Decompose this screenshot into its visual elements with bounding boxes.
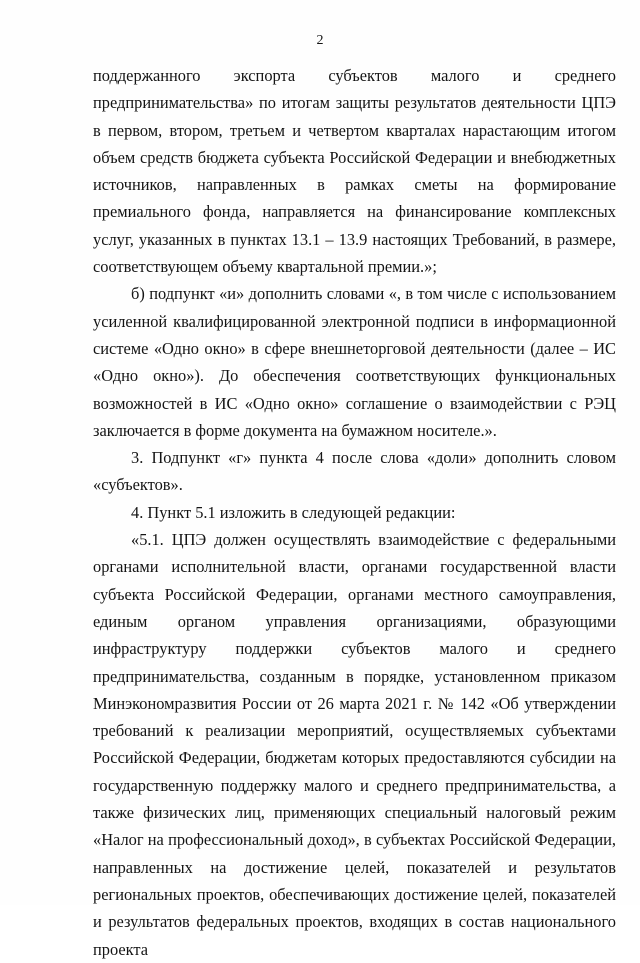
page-number: 2 [316,33,324,48]
paragraph-item-4: 4. Пункт 5.1 изложить в следующей редакции: [131,502,456,522]
paragraph-subpoint-b: б) подпункт «и» дополнить словами «, в том числе с использованием усиленной квалифицированной электронной подписи в информационной системе «Одно окно» в сфере внешнеторговой деятельности (далее – ИС «Одно окно»). До обеспечения соответствующих функциональных возможностей в ИС «Одно окно» соглашение о взаимодействии с РЭЦ заключается в форме документа на бумажном носителе.». [93,284,616,440]
paragraph-item-3: 3. Подпункт «г» пункта 4 после слова «доли» дополнить словом «субъектов». [93,448,616,495]
paragraph-continuation: поддержанного экспорта субъектов малого и среднего предпринимательства» по итогам защиты результатов деятельности ЦПЭ в первом, втором, третьем и четвертом кварталах нарастающим итогом объем средств бюджета субъекта Российской Федерации и внебюджетных источников, направленных в рамках сметы на формирование премиального фонда, направляется на финансирование комплексных услуг, указанных в пунктах 13.1 – 13.9 настоящих Требований, в размере, соответствующем объему квартальной премии.»; [93,66,616,277]
paragraph-clause-5-1: «5.1. ЦПЭ должен осуществлять взаимодействие с федеральными органами исполнительной власти, органами государственной власти субъекта Российской Федерации, органами местного самоуправления, единым органом управления организациями, образующими инфраструктуру поддержки субъектов малого и среднего предпринимательства, созданным в порядке, установленном приказом Минэкономразвития России от 26 марта 2021 г. № 142 «Об утверждении требований к реализации мероприятий, осуществляемых субъектами Российской Федерации, бюджетам которых предоставляются субсидии на государственную поддержку малого и среднего предпринимательства, а также физических лиц, применяющих специальный налоговый режим «Налог на профессиональный доход», в субъектах Российской Федерации, направленных на достижение целей, показателей и результатов региональных проектов, обеспечивающих достижение целей, показателей и результатов федеральных проектов, входящих в состав национального проекта [93,530,616,959]
document-body [93,62,616,963]
